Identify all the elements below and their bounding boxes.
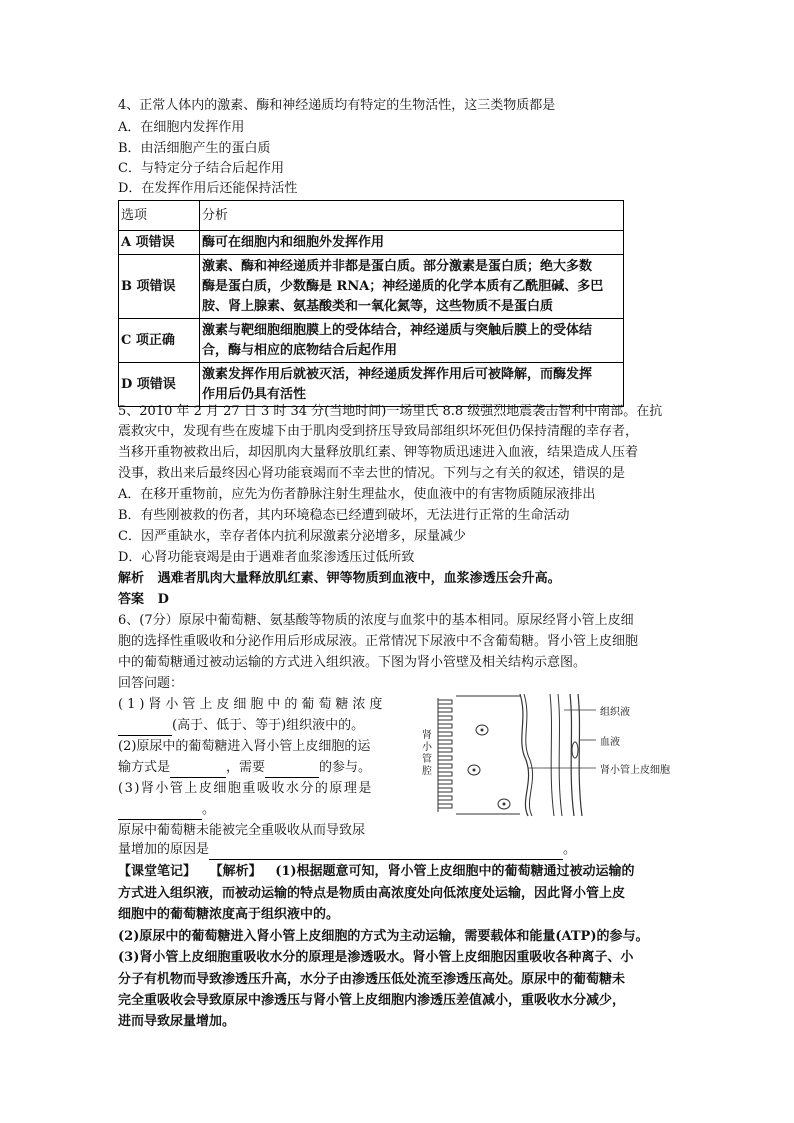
figure-label-tissue-fluid: 组织液 <box>600 707 630 718</box>
table-header-option: 选项 <box>119 201 200 231</box>
answer-blank[interactable] <box>209 844 563 860</box>
q4-stem: 4、正常人体内的激素、酶和神经递质均有特定的生物活性，这三类物质都是 <box>118 98 556 113</box>
q6-sub2-line1: (2)原尿中的葡萄糖进入肾小管上皮细胞的运 <box>118 739 371 754</box>
q5-stem-line: 没事，救出来后最终因心肾功能衰竭而不幸去世的情况。下列与之有关的叙述，错误的是 <box>118 466 626 481</box>
q5-answer <box>118 590 169 610</box>
q5-option-c: C．因严重缺水，幸存者体内抗利尿激素分泌增多，尿量减少 <box>118 529 466 544</box>
q6-prompt: 回答问题： <box>118 676 184 691</box>
q4-option-c: C．与特定分子结合后起作用 <box>118 161 284 176</box>
table-row: D 项错误 激素发挥作用后就被灭活，神经递质发挥作用后可被降解，而酶发挥 作用后仍具有活性 <box>119 363 624 407</box>
notes-line: 细胞中的葡萄糖浓度高于组织液中的。 <box>118 907 340 922</box>
q4-option-a: A．在细胞内发挥作用 <box>118 120 245 135</box>
q6-sub2-line2: 输方式是 ，需要 的参与。 <box>118 758 371 778</box>
q6-sub1-line1: (1)肾小管上皮细胞中的葡萄糖浓度 <box>118 697 387 712</box>
q5-analysis <box>118 569 561 589</box>
notes-line: 分子有机物而导致渗透压升高，水分子由渗透压低处流至渗透压高处。原尿中的葡萄糖未 <box>118 972 626 987</box>
q6-stem-line: 6、(7分）原尿中葡萄糖、氨基酸等物质的浓度与血浆中的基本相同。原尿经肾小管上皮细 <box>118 613 634 628</box>
q4-option-b: B．由活细胞产生的蛋白质 <box>118 141 271 156</box>
table-header-analysis: 分析 <box>200 201 624 231</box>
tubule-diagram <box>420 690 670 820</box>
figure-label-lumen: 肾小管腔 <box>422 730 432 777</box>
q5-stem-line: 当移开重物被救出后，却因肌肉大量释放肌红素、钾等物质迅速进入血液，结果造成人压着 <box>118 445 639 460</box>
tubule-figure <box>420 690 670 820</box>
answer-blank[interactable] <box>170 762 226 778</box>
notes-line: 进而导致尿量增加。 <box>118 1014 236 1029</box>
q6-sub4-line2: 量增加的原因是 。 <box>118 840 576 860</box>
notes-label: 【课堂笔记】 <box>118 864 197 879</box>
table-row: B 项错误 激素、酶和神经递质并非都是蛋白质。部分激素是蛋白质；绝大多数 酶是蛋白质，少数酶是 RNA；神经递质的化学本质有乙酰胆碱、多巴 胺、肾上腺素、氨基酸类和一氧化氮等，这些物质不是蛋白质 <box>119 255 624 319</box>
q6-sub1-line2: (高于、低于、等于)组织液中的。 <box>118 716 364 736</box>
notes-line: 方式进入组织液，而被动运输的特点是物质由高浓度处向低浓度处运输，因此肾小管上皮 <box>118 886 626 901</box>
answer-label: 答案 <box>118 592 145 607</box>
answer-text: D <box>157 592 169 607</box>
q6-sub4-line1: 原尿中葡萄糖未能被完全重吸收从而导致尿 <box>118 823 366 838</box>
q6-stem-line: 中的葡萄糖通过被动运输的方式进入组织液。下图为肾小管壁及相关结构示意图。 <box>118 655 587 670</box>
analysis-label: 【解析】 <box>209 864 262 879</box>
notes-line: (3)肾小管上皮细胞重吸收水分的原理是渗透吸水。肾小管上皮细胞因重吸收各种离子、小 <box>118 950 634 965</box>
q6-stem-line: 胞的选择性重吸收和分泌作用后形成尿液。正常情况下尿液中不含葡萄糖。肾小管上皮细胞 <box>118 634 639 649</box>
answer-blank[interactable] <box>118 720 172 736</box>
analysis-table <box>118 200 624 407</box>
analysis-label: 解析 <box>118 571 145 586</box>
figure-label-blood: 血液 <box>600 737 620 748</box>
notes-line: 完全重吸收会导致原尿中渗透压与肾小管上皮细胞内渗透压差值减小，重吸收水分减少， <box>118 993 626 1008</box>
answer-blank[interactable] <box>265 762 319 778</box>
table-row: A 项错误 酶可在细胞内和细胞外发挥作用 <box>119 231 624 255</box>
figure-label-epithelial-cell: 肾小管上皮细胞 <box>600 765 670 776</box>
q6-sub3-line2: 。 <box>118 800 215 820</box>
q6-sub3-line1: (3)肾小管上皮细胞重吸收水分的原理是 <box>118 781 373 796</box>
answer-blank[interactable] <box>118 804 202 820</box>
q4-option-d: D．在发挥作用后还能保持活性 <box>118 181 298 196</box>
analysis-text: 遇难者肌肉大量释放肌红素、钾等物质到血液中，血浆渗透压会升高。 <box>157 571 561 586</box>
notes-line: (2)原尿中的葡萄糖进入肾小管上皮细胞的方式为主动运输，需要载体和能量(ATP)的参与。 <box>118 929 649 944</box>
notes-line-1: 【课堂笔记】 【解析】 (1)根据题意可知，肾小管上皮细胞中的葡萄糖通过被动运输的 <box>118 864 635 879</box>
q5-option-b: B．有些刚被救的伤者，其内环境稳态已经遭到破坏，无法进行正常的生命活动 <box>118 508 570 523</box>
q5-stem-line: 5、2010 年 2 月 27 日 3 时 34 分(当地时间)一场里氏 8.8 级强烈地震袭击智利中南部。在抗 <box>118 404 663 419</box>
table-row: C 项正确 激素与靶细胞细胞膜上的受体结合，神经递质与突触后膜上的受体结 合，酶与相应的底物结合后起作用 <box>119 319 624 363</box>
q5-option-d: D．心肾功能衰竭是由于遇难者血浆渗透压过低所致 <box>118 550 415 565</box>
q5-stem-line: 震救灾中，发现有些在废墟下由于肌肉受到挤压导致局部组织坏死但仍保持清醒的幸存者， <box>118 424 639 439</box>
q5-option-a: A．在移开重物前，应先为伤者静脉注射生理盐水，使血液中的有害物质随尿液排出 <box>118 487 596 502</box>
